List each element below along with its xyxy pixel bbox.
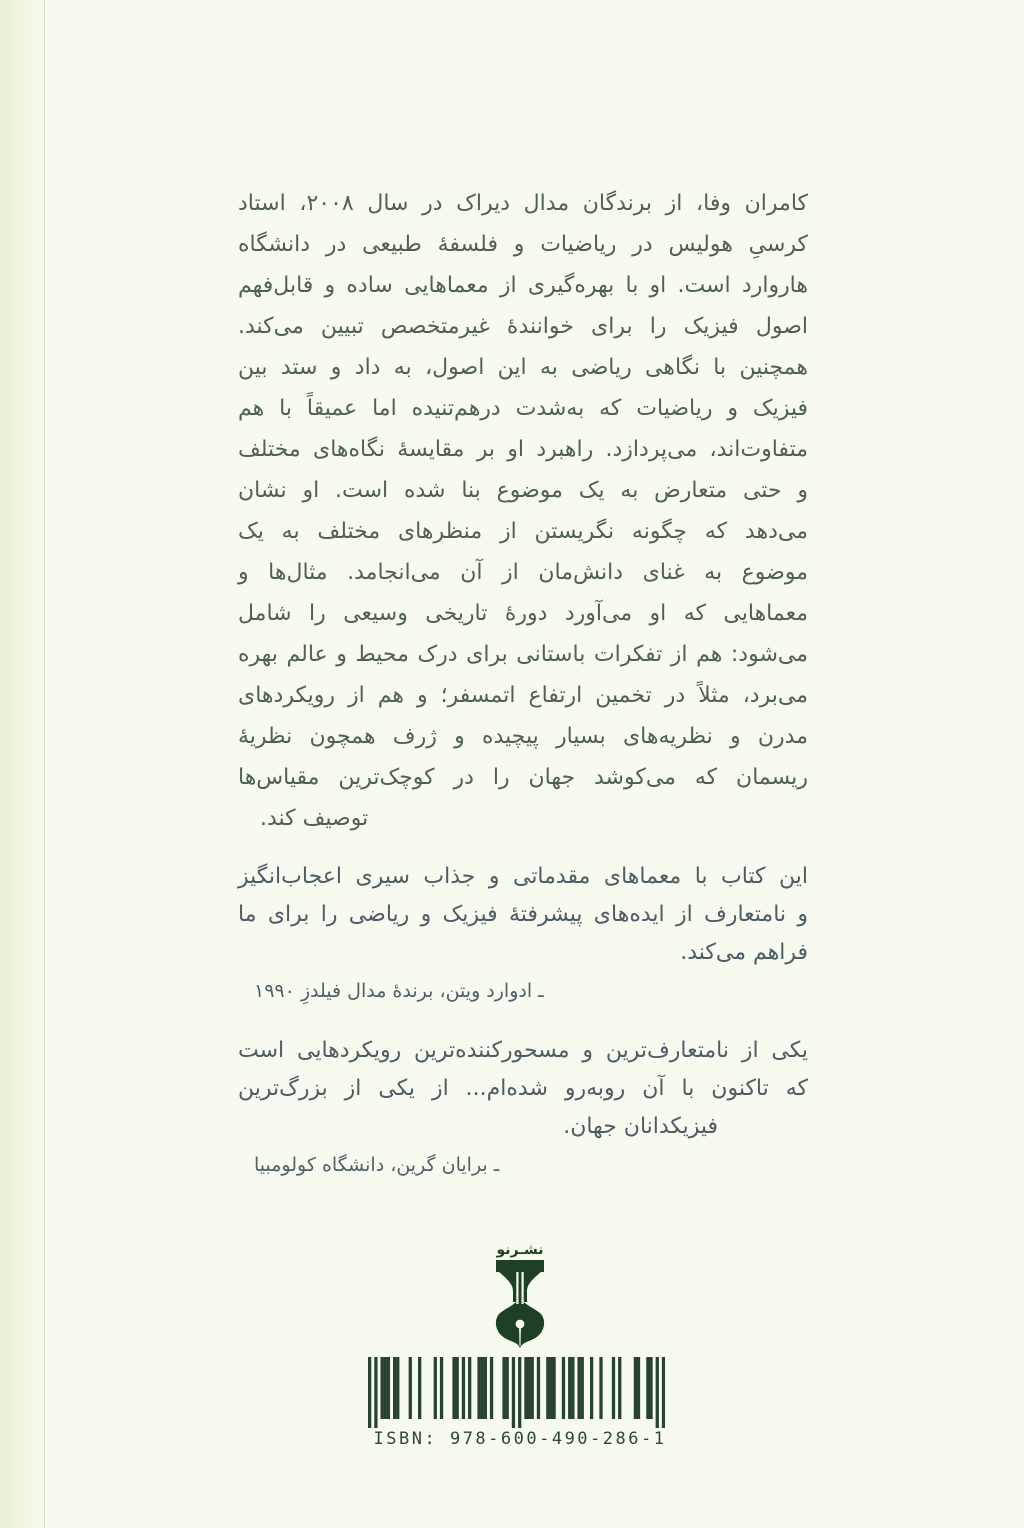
description-line: مدرن و نظریه‌های بسیار پیچیده و ژرف همچون نظریهٔ [238, 724, 808, 749]
description-line: می‌دهد که چگونه نگریستن از منظرهای مختلف به یک [238, 519, 808, 544]
quote-line: که تاکنون با آن روبه‌رو شده‌ام... از یکی از بزرگ‌ترین [238, 1076, 808, 1101]
pen-nib-icon [494, 1260, 546, 1348]
description-line: متفاوت‌اند، می‌پردازد. راهبرد او بر مقایسهٔ نگاه‌های مختلف [238, 437, 808, 462]
description-line: توصیف کند. [260, 806, 369, 831]
quote-witten [238, 858, 808, 1006]
barcode-svg [368, 1357, 665, 1428]
quote-attribution-greene: ـ برایان گرین، دانشگاه کولومبیا [254, 1154, 500, 1176]
description-line: هاروارد است. او با بهره‌گیری از معماهایی ساده و قابل‌فهم [238, 273, 808, 298]
description-line: و حتی متعارض به یک موضوع بنا شده است. او نشان [238, 478, 808, 503]
description-line: اصول فیزیک را برای خوانندهٔ غیرمتخصص تبیین می‌کند. [238, 314, 808, 339]
description-paragraph [238, 183, 808, 839]
description-line: همچنین با نگاهی ریاضی به این اصول، به داد و ستد بین [238, 355, 808, 380]
publisher-logo [464, 1242, 576, 1348]
quote-line: فیزیکدانان جهان. [563, 1114, 718, 1139]
quote-line: یکی از نامتعارف‌ترین و مسحورکننده‌ترین رویکردهایی است [238, 1038, 808, 1063]
description-line: می‌برد، مثلاً در تخمین ارتفاع اتمسفر؛ و هم از رویکردهای [238, 683, 808, 708]
barcode [368, 1357, 665, 1428]
quote-line: این کتاب با معماهای مقدماتی و جذاب سیری اعجاب‌انگیز [238, 864, 808, 889]
description-line: کامران وفا، از برندگان مدال دیراک در سال ۲۰۰۸، استاد [238, 191, 809, 216]
quote-attribution-witten: ـ ادوارد ویتن، برندهٔ مدال فیلدزِ ۱۹۹۰ [254, 980, 544, 1002]
description-line: موضوع به غنای دانش‌مان از آن می‌انجامد. مثال‌ها و [238, 560, 808, 585]
description-line: می‌شود: هم از تفکرات باستانی برای درک محیط و عالم بهره [238, 642, 808, 667]
publisher-name: نشـرنو [496, 1242, 544, 1258]
quote-greene [238, 1032, 808, 1180]
description-line: معماهایی که او می‌آورد دورهٔ تاریخی وسیعی را شامل [238, 601, 808, 626]
quote-line: فراهم می‌کند. [680, 940, 808, 965]
description-line: کرسیِ هولیس در ریاضیات و فلسفهٔ طبیعی در دانشگاه [238, 232, 808, 257]
scan-fold-line [44, 0, 45, 1528]
description-line: فیزیک و ریاضیات که به‌شدت درهم‌تنیده اما عمیقاً با هم [238, 396, 808, 421]
description-line: ریسمان که می‌کوشد جهان را در کوچک‌ترین مقیاس‌ها [238, 765, 808, 790]
isbn-label: ISBN: 978-600-490-286-1 [373, 1429, 667, 1449]
quote-line: و نامتعارف از ایده‌های پیشرفتهٔ فیزیک و ریاضی را برای ما [238, 902, 808, 927]
